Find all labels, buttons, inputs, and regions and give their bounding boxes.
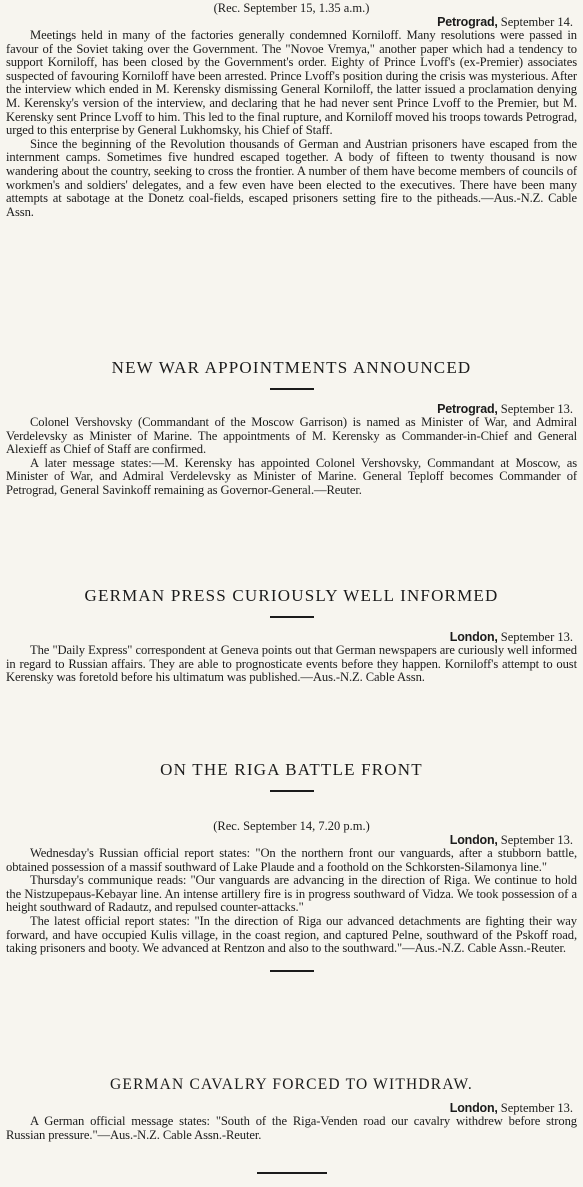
received-timestamp: (Rec. September 15, 1.35 a.m.) bbox=[213, 1, 370, 15]
headline-rule bbox=[270, 616, 314, 618]
article-paragraph: Since the beginning of the Revolution thousands of German and Austrian prisoners have escaped from the internment camps. Sometimes five hundred escaped together. A body of fifteen to twenty thousand is now wandering about the country, seeking to cross the frontier. A number of them have become members of councils of workmen's and soldiers' delegates, and a few even have been elected to the executives. There have been many attempts at sabotage at the Donetz coal-fields, escaped prisoners setting fire to the pitheads.—Aus.-N.Z. Cable Assn. bbox=[6, 136, 577, 219]
article-paragraph: A later message states:—M. Kerensky has appointed Colonel Vershovsky, Commandant at Moscow, as Minister of War, and Admiral Verdelevsky as Minister of Marine. General Teploff becomes Commander of Petrograd, General Savinkoff remaining as Governor-General.—Reuter. bbox=[6, 455, 577, 497]
received-timestamp: (Rec. September 14, 7.20 p.m.) bbox=[213, 819, 370, 833]
dateline-place: London, bbox=[449, 630, 498, 644]
dateline-date: September 14. bbox=[500, 15, 573, 29]
headline: ON THE RIGA BATTLE FRONT bbox=[160, 760, 423, 779]
dateline bbox=[6, 630, 577, 644]
article-german-cavalry bbox=[6, 1075, 577, 1142]
article-paragraph: The latest official report states: "In the direction of Riga our advanced detachments are fighting their way forward, and have occupied Kulis village, in the coast region, and captured Pelne, southward of the Pskoff road, taking prisoners and booty. We advanced at Rentzon and also to the southward."—Aus.-N.Z. Cable Assn.-Reuter. bbox=[6, 913, 577, 956]
dateline bbox=[6, 1101, 577, 1115]
dateline-place: Petrograd, bbox=[437, 15, 498, 29]
dateline-date: September 13. bbox=[500, 402, 573, 416]
headline-rule bbox=[270, 388, 314, 390]
dateline-place: London, bbox=[449, 833, 498, 847]
dateline-place: London, bbox=[449, 1101, 498, 1115]
article-war-appointments bbox=[6, 358, 577, 498]
article-korniloff-aftermath bbox=[6, 0, 577, 219]
article-paragraph: The "Daily Express" correspondent at Geneva points out that German newspapers are curiously well informed in regard to Russian affairs. They are able to prognosticate events before they happen. Korniloff's attempt to oust Kerensky was foretold before his ultimatum was published.—Aus.-N.Z. Cable Assn. bbox=[6, 643, 577, 685]
headline: GERMAN CAVALRY FORCED TO WITHDRAW. bbox=[110, 1076, 473, 1093]
article-paragraph: Colonel Vershovsky (Commandant of the Moscow Garrison) is named as Minister of War, and Admiral Verdelevsky as Minister of Marine. The appointments of M. Kerensky as Commander-in-Chief and General Alexieff as Chief of Staff are confirmed. bbox=[6, 415, 577, 457]
dateline bbox=[6, 833, 577, 847]
end-rule bbox=[257, 1172, 327, 1174]
article-german-press bbox=[6, 586, 577, 685]
headline: NEW WAR APPOINTMENTS ANNOUNCED bbox=[111, 358, 472, 377]
dateline-date: September 13. bbox=[500, 833, 573, 847]
article-paragraph: Wednesday's Russian official report states: "On the northern front our vanguards, after a stubborn battle, obtained possession of a massif southward of Lake Plaude and a foothold on the Schkorsten-Silamonya line." bbox=[6, 846, 577, 874]
article-paragraph: Meetings held in many of the factories generally condemned Korniloff. Many resolutions were passed in favour of the Soviet taking over the Government. The "Novoe Vremya," another paper which had a tendency to support Korniloff, has been closed by the Government's order. Eighty of Prince Lvoff's (ex-Premier) associates suspected of favouring Korniloff have been arrested. Prince Lvoff's position during the crisis was mysterious. After the interview which ended in M. Kerensky dismissing General Korniloff, the latter issued a proclamation denying M. Kerensky's version of the interview, and declaring that he had never sent Prince Lvoff to the Premier, but M. Kerensky sent Prince Lvoff to him. This led to the final rupture, and Korniloff moved his troops towards Petrograd, urged to this enterprise by General Lukhomsky, his Chief of Staff. bbox=[6, 28, 577, 138]
headline: GERMAN PRESS CURIOUSLY WELL INFORMED bbox=[84, 586, 499, 605]
article-paragraph: A German official message states: "South of the Riga-Venden road our cavalry withdrew before strong Russian pressure."—Aus.-N.Z. Cable Assn.-Reuter. bbox=[6, 1114, 577, 1142]
dateline bbox=[6, 15, 577, 29]
dateline bbox=[6, 402, 577, 416]
headline-rule bbox=[270, 790, 314, 792]
section-rule bbox=[270, 970, 314, 972]
article-riga-front bbox=[6, 760, 577, 972]
dateline-date: September 13. bbox=[500, 630, 573, 644]
article-paragraph: Thursday's communique reads: "Our vanguards are advancing in the direction of Riga. We continue to hold the Nistzupepaus-Kebayar line. An intense artillery fire is in progress southward of Vidza. We took possession of a height southward of Radautz, and repulsed counter-attacks." bbox=[6, 873, 577, 915]
dateline-place: Petrograd, bbox=[437, 402, 498, 416]
dateline-date: September 13. bbox=[500, 1101, 573, 1115]
